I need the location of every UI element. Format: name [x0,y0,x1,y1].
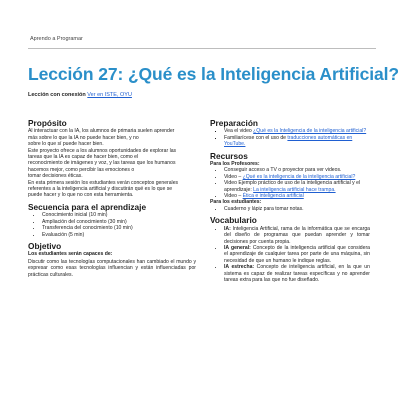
list-item: • Ampliación del conocimiento (30 min) [42,219,196,225]
proposito-line: puede hacer y lo que no con esta herramienta. [28,192,134,199]
estudiantes-label: Para los estudiantes: [210,199,262,206]
proposito-line: tomar decisiones éticas. [28,173,83,180]
right-column [210,120,370,288]
preparacion-list [210,128,370,147]
proposito-line: tareas que la IA es capaz de hacer bien, como el [28,154,139,161]
proposito-line: hacemos mejor, como percibir las emociones o [28,166,135,173]
vocab-item [224,226,370,245]
item-text: Video Ejemplo práctico de uso de la inteligencia artificial y el aprendizaje: [224,180,361,193]
vocabulario-heading: Vocabulario [210,215,257,226]
conexion-line [28,92,132,98]
vocab-definition: Concepto de la inteligencia artificial que considera el aprendizaje de cualquier tarea por parte de una máquina, sin necesidad de que un humano le indique reglas. [224,244,371,264]
video-link[interactable]: La inteligencia artificial hace trampa. [253,186,336,193]
proposito-line: En esta primera sesión los estudiantes verán conceptos generales [28,179,179,186]
conexion-label: Lección con conexión [28,92,86,98]
proposito-line: Al interactuar con la IA, los alumnos de primaria suelen aprender [28,128,175,135]
recursos-section [210,150,370,213]
header-divider [28,48,376,49]
vocab-definition: Inteligencia Artificial, rama de la informática que se encarga del diseño de programas que puedan aprender y tomar decisiones por cuenta propia. [224,225,370,245]
item-text: Familiarícese con el uso de [224,134,288,141]
objetivo-heading: Objetivo [28,240,62,251]
left-column [28,120,196,283]
item-text: Video – [224,193,243,200]
proposito-line: Este proyecto ofrece a los alumnos oportunidades de explorar las [28,147,177,154]
list-item: • Cuaderno y lápiz para tomar notas. [224,206,370,212]
secuencia-list [28,212,196,238]
proposito-heading: Propósito [28,118,67,128]
vocabulario-list [210,226,370,284]
list-item [224,135,370,148]
preparacion-heading: Preparación [210,118,258,128]
item-text: Vea el video [224,128,254,135]
vocab-item [224,264,370,283]
youtube-translation-link[interactable]: traducciones automáticas en YouTube. [224,134,353,148]
proposito-line: referentes a la inteligencia artificial y discutirán qué es lo que se [28,186,173,193]
item-text: Video – [224,173,243,180]
secuencia-section [28,201,196,238]
header-breadcrumb: Aprendo a Programar [30,36,83,42]
secuencia-heading: Secuencia para el aprendizaje [28,201,147,212]
item-text: Conseguir acceso a TV o proyector para ver videos. [224,167,342,174]
list-item [224,180,370,193]
video-link[interactable]: ¿Qué es la inteligencia de la inteligencia artificial? [242,173,356,180]
vocab-term: IA: [224,225,231,232]
vocab-item [224,245,370,264]
list-item: • Evaluación (5 min) [42,232,196,238]
vocab-definition: Concepto de inteligencia artificial, en la que un sistema es capaz de realizar tareas específicas y no aprender tareas extra para las que no fue diseñado. [224,264,370,283]
proposito-line: sobre lo que sí puede hacer bien. [28,141,104,148]
list-item: • Conocimiento inicial (10 min) [42,212,196,218]
preparacion-section [210,120,370,148]
vocab-term: IA general: [224,244,251,251]
video-link[interactable]: Ética e inteligencia artificial [242,193,304,200]
objetivo-subheading: Los estudiantes serán capaces de: [28,251,113,258]
objetivo-text: Discutir como las tecnologías computacionales han cambiado el mundo y expresar como esas tecnologías influencian y están influenciadas por prácticas culturales. [28,258,196,278]
proposito-section [28,120,196,199]
proposito-line: reconocimiento de imágenes y voz, y las tareas que los humanos [28,160,176,167]
proposito-line: más sobre lo que la IA no puede hacer bien, y no [28,134,139,141]
page-title: Lección 27: ¿Qué es la Inteligencia Artificial? [28,64,400,84]
recursos-heading: Recursos [210,150,248,161]
estudiantes-list [210,206,370,212]
objetivo-section [28,240,196,278]
list-item: • Transferencia del conocimiento (10 min) [42,225,196,231]
profesores-list [210,167,370,199]
vocab-term: IA estrecha: [224,264,255,271]
vocabulario-section [210,217,370,283]
video-link[interactable]: ¿Qué es la Inteligencia de la inteligencia artificial? [253,128,367,135]
profesores-label: Para los Profesores: [210,161,260,168]
conexion-link[interactable]: Ver en ISTE, OYU [87,92,132,98]
